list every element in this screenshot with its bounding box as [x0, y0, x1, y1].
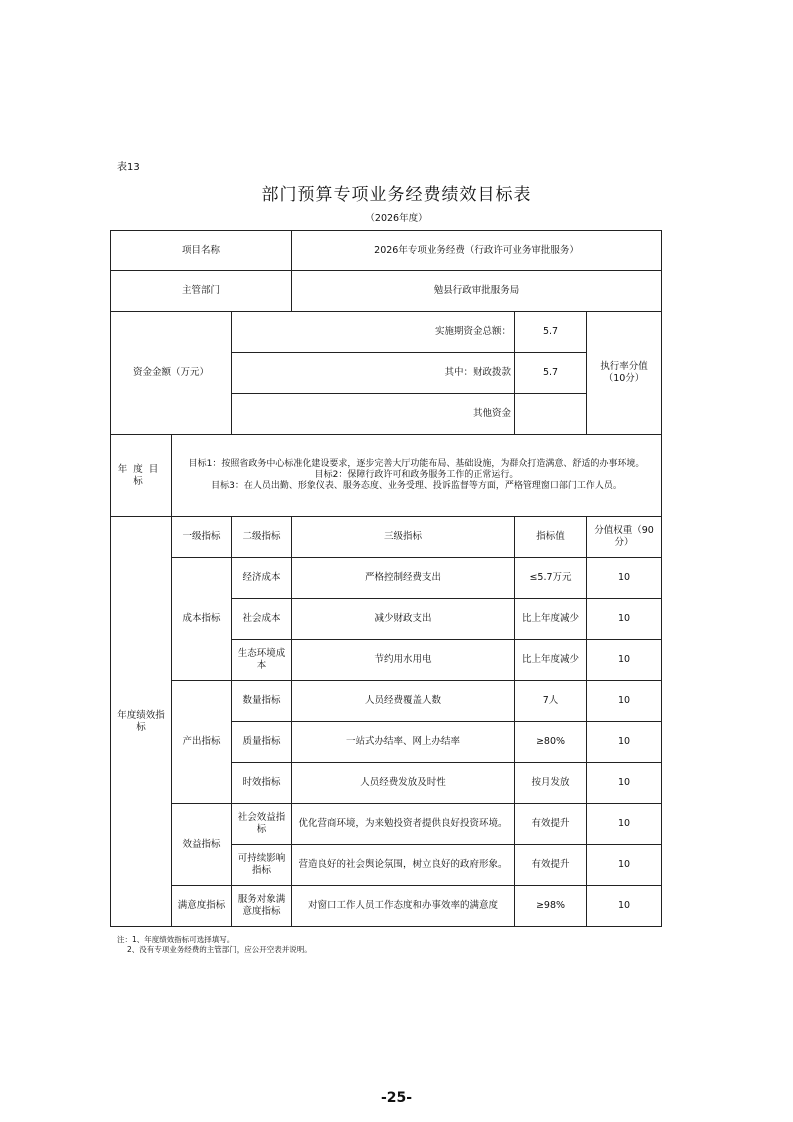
footnotes — [117, 935, 312, 955]
goal-line-3: 目标3：在人员出勤、形象仪表、服务态度、业务受理、投诉监督等方面，严格管理窗口部门工作人员。 — [211, 480, 622, 491]
funds-fiscal-value: 5.7 — [515, 353, 587, 394]
header-level1: 一级指标 — [172, 517, 232, 558]
header-level2: 二级指标 — [232, 517, 292, 558]
value-cell: 有效提升 — [515, 845, 587, 886]
level2-cell: 社会效益指标 — [232, 804, 292, 845]
level2-cell: 社会成本 — [232, 599, 292, 640]
funds-total-value: 5.7 — [515, 312, 587, 353]
level3-cell: 营造良好的社会舆论氛围，树立良好的政府形象。 — [292, 845, 515, 886]
level2-cell: 可持续影响指标 — [232, 845, 292, 886]
level2-cell: 数量指标 — [232, 681, 292, 722]
level2-cell: 时效指标 — [232, 763, 292, 804]
level3-cell: 严格控制经费支出 — [292, 558, 515, 599]
funds-total-label: 实施期资金总额： — [232, 312, 515, 353]
annual-goals-label: 年度目标 — [111, 435, 172, 517]
weight-cell: 10 — [587, 599, 662, 640]
level2-cell: 生态环境成本 — [232, 640, 292, 681]
project-name-label: 项目名称 — [111, 231, 292, 271]
level3-cell: 优化营商环境，为来勉投资者提供良好投资环境。 — [292, 804, 515, 845]
level1-satisfaction: 满意度指标 — [172, 886, 232, 927]
level3-cell: 对窗口工作人员工作态度和办事效率的满意度 — [292, 886, 515, 927]
level1-output: 产出指标 — [172, 681, 232, 804]
level3-cell: 人员经费覆盖人数 — [292, 681, 515, 722]
page-subtitle: （2026年度） — [365, 213, 428, 224]
value-cell: 按月发放 — [515, 763, 587, 804]
department-value: 勉县行政审批服务局 — [292, 271, 662, 312]
value-cell: 比上年度减少 — [515, 640, 587, 681]
value-cell: 比上年度减少 — [515, 599, 587, 640]
weight-cell: 10 — [587, 804, 662, 845]
goal-line-1: 目标1：按照省政务中心标准化建设要求，逐步完善大厅功能布局、基础设施，为群众打造满意、舒适的办事环境。 — [188, 459, 645, 470]
level2-cell: 服务对象满意度指标 — [232, 886, 292, 927]
annual-goals-content — [172, 435, 662, 517]
weight-cell: 10 — [587, 845, 662, 886]
weight-cell: 10 — [587, 886, 662, 927]
level3-cell: 减少财政支出 — [292, 599, 515, 640]
level1-benefit: 效益指标 — [172, 804, 232, 886]
execution-rate-label: 执行率分值（10分） — [587, 312, 662, 435]
header-weight: 分值权重（90分） — [587, 517, 662, 558]
goal-line-2: 目标2：保障行政许可和政务服务工作的正常运行。 — [314, 470, 519, 481]
funds-other-value — [515, 394, 587, 435]
funds-fiscal-label: 其中：财政拨款 — [232, 353, 515, 394]
weight-cell: 10 — [587, 763, 662, 804]
page-title: 部门预算专项业务经费绩效目标表 — [261, 185, 532, 205]
value-cell: ≥80% — [515, 722, 587, 763]
weight-cell: 10 — [587, 681, 662, 722]
footnote-1: 注：1、年度绩效指标可选择填写。 — [117, 935, 235, 944]
table-label: 表13 — [117, 162, 140, 173]
level3-cell: 一站式办结率、网上办结率 — [292, 722, 515, 763]
level3-cell: 人员经费发放及时性 — [292, 763, 515, 804]
header-value: 指标值 — [515, 517, 587, 558]
level3-cell: 节约用水用电 — [292, 640, 515, 681]
footnote-2: 2、没有专项业务经费的主管部门，应公开空表并说明。 — [127, 944, 312, 954]
weight-cell: 10 — [587, 722, 662, 763]
indicators-section-label: 年度绩效指标 — [111, 517, 172, 927]
header-level3: 三级指标 — [292, 517, 515, 558]
department-label: 主管部门 — [111, 271, 292, 312]
value-cell: ≥98% — [515, 886, 587, 927]
funds-other-label: 其他资金 — [232, 394, 515, 435]
value-cell: ≤5.7万元 — [515, 558, 587, 599]
value-cell: 7人 — [515, 681, 587, 722]
performance-table — [110, 230, 662, 927]
level2-cell: 质量指标 — [232, 722, 292, 763]
level2-cell: 经济成本 — [232, 558, 292, 599]
project-name-value: 2026年专项业务经费（行政许可业务审批服务） — [292, 231, 662, 271]
page-number: -25- — [380, 1090, 413, 1106]
weight-cell: 10 — [587, 640, 662, 681]
level1-cost: 成本指标 — [172, 558, 232, 681]
value-cell: 有效提升 — [515, 804, 587, 845]
weight-cell: 10 — [587, 558, 662, 599]
funds-label: 资金金额（万元） — [111, 312, 232, 435]
